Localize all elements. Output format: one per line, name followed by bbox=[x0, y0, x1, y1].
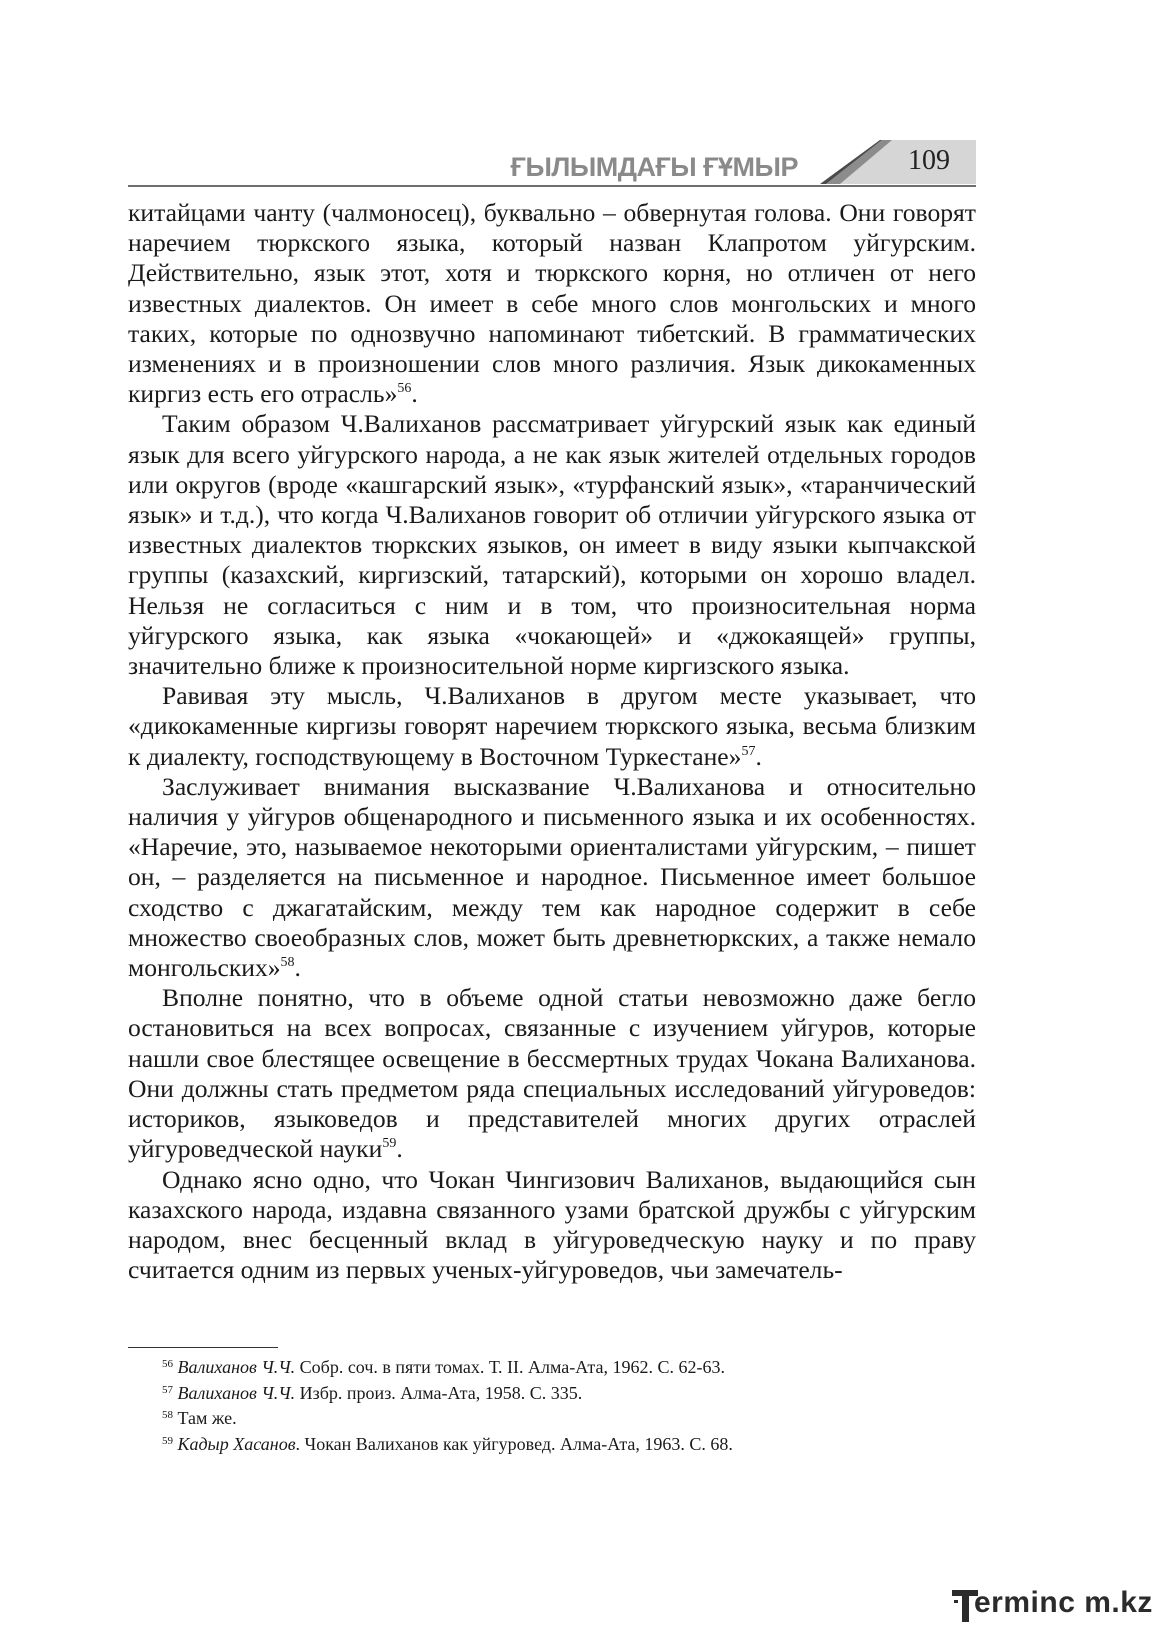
footnote-58: $^{58}$ Там же. bbox=[162, 1408, 237, 1428]
running-title: ҒЫЛЫМДАҒЫ ҒҰМЫР bbox=[510, 152, 798, 182]
footnote-59: $^{59}$ Кадыр Хасанов. Чокан Валиханов как уйгуровед. Алма-Ата, 1963. С. 68. bbox=[162, 1433, 733, 1454]
site-watermark bbox=[952, 1586, 1152, 1630]
footnote-ref-59[interactable]: 59 bbox=[382, 1136, 397, 1152]
paragraph-4: Заслуживает внимания высказвание Ч.Валиханова и относительно наличия у уйгуров общенародного и письменного языка и их особенностях. «Наречие, это, называемое некоторыми ориенталистами уйгурским, – пишет он, – разделяется на письменное и народное. Письменное имеет большое сходство с джагатайским, между тем как народное содержит в себе множество своеобразных слов, может быть древнетюркских, а также немало монгольских»$^{58}$. bbox=[128, 771, 976, 983]
watermark-text: erminc m.kz bbox=[974, 1586, 1153, 1619]
paragraph-3: Равивая эту мысль, Ч.Валиханов в другом месте указывает, что «дикокаменные киргизы говорят наречием тюркского языка, весьма близким к диалекту, господствующему в Восточном Туркестане»$^{57}$. bbox=[128, 681, 976, 771]
body-text bbox=[128, 198, 976, 1285]
footnotes bbox=[162, 1355, 962, 1457]
header-rule bbox=[128, 185, 976, 187]
paragraph-1: китайцами чанту (чалмоносец), буквально – обвернутая голова. Они говорят наречием тюркского языка, который назван Клапротом уйгурским. Действительно, язык этот, хотя и тюркского корня, но отличен от него известных диалектов. Он имеет в себе много слов монгольских и много таких, которые по однозвучно напоминают тибетский. В грамматических изменениях и в произношении слов много различия. Язык дикокаменных киргиз есть его отрасль»$^{56}$. bbox=[128, 198, 976, 409]
footnote-ref-58[interactable]: 58 bbox=[280, 955, 295, 971]
footnote-rule bbox=[128, 1347, 278, 1348]
footnote-ref-57[interactable]: 57 bbox=[741, 743, 756, 759]
footnote-57: $^{57}$ Валиханов Ч.Ч. Избр. произ. Алма-Ата, 1958. С. 335. bbox=[162, 1382, 583, 1403]
page-number: 109 bbox=[908, 145, 950, 176]
paragraph-5: Вполне понятно, что в объеме одной статьи невозможно даже бегло остановиться на всех вопросах, связанные с изучением уйгуров, которые нашли свое блестящее освещение в бессмертных трудах Чокана Валиханова. Они должны стать предметом ряда специальных исследований уйгуроведов: историков, языковедов и представителей многих других отраслей уйгуроведческой науки$^{59}$. bbox=[128, 983, 976, 1164]
paragraph-2: Таким образом Ч.Валиханов рассматривает уйгурский язык как единый язык для всего уйгурского народа, а не как язык жителей отдельных городов или округов (вроде «кашгарский язык», «турфанский язык», «таранчический язык» и т.д.), что когда Ч.Валиханов говорит об отличии уйгурского языка от известных диалектов тюркских языков, он имеет в виду языки кыпчакской группы (казахский, киргизский, татарский), которыми он хорошо владел. Нельзя не согласиться с ним и в том, что произносительная норма уйгурского языка, как языка «чокающей» и «джокаящей» группы, значительно ближе к произносительной норме киргизского языка. bbox=[128, 409, 976, 681]
running-header bbox=[128, 138, 976, 186]
footnote-56: $^{56}$ Валиханов Ч.Ч. Собр. соч. в пяти томах. Т. II. Алма-Ата, 1962. С. 62-63. bbox=[162, 1357, 725, 1377]
footnote-ref-56[interactable]: 56 bbox=[397, 381, 412, 397]
paragraph-6: Однако ясно одно, что Чокан Чингизович Валиханов, выдающийся сын казахского народа, издавна связанного узами братской дружбы с уйгурским народом, внес бесценный вклад в уйгуроведческую науку и по праву считается одним из первых ученых-уйгуроведов, чьи замечатель- bbox=[128, 1164, 976, 1285]
